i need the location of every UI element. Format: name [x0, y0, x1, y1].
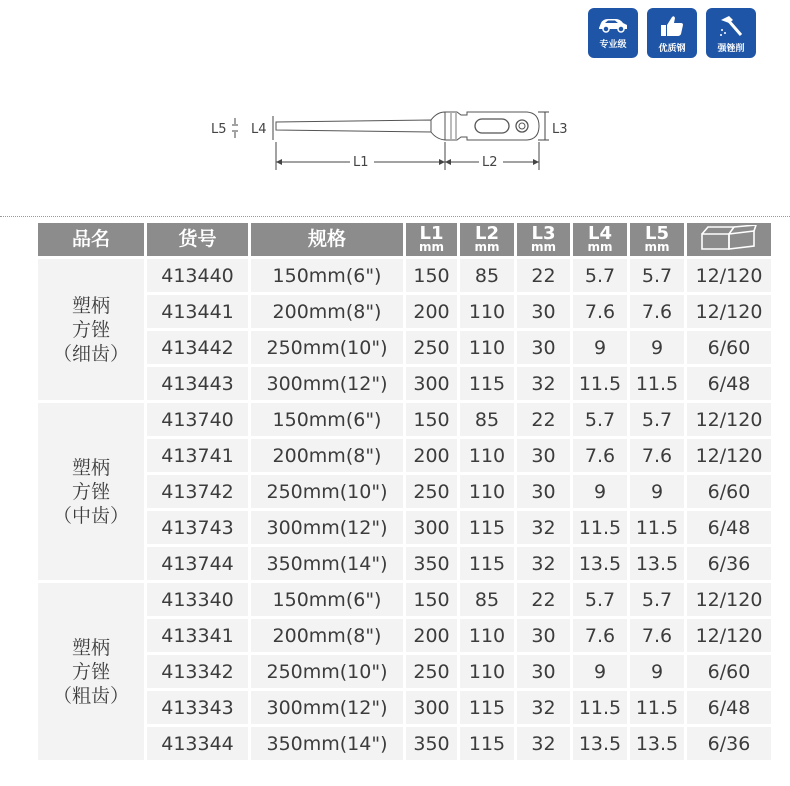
cell-l3: 30 — [517, 655, 570, 688]
header-packing — [687, 223, 771, 256]
cell-item-code: 413442 — [147, 331, 248, 364]
product-group-name — [38, 259, 144, 400]
header-l4-label: L4 — [588, 223, 612, 244]
cell-l4: 5.7 — [573, 583, 627, 616]
cell-item-code: 413740 — [147, 403, 248, 436]
cell-l3: 30 — [517, 619, 570, 652]
cell-l2: 110 — [460, 331, 514, 364]
cell-l2: 110 — [460, 439, 514, 472]
cell-l2: 85 — [460, 259, 514, 292]
cell-packing: 6/60 — [687, 655, 771, 688]
cell-l3: 22 — [517, 403, 570, 436]
cell-l2: 85 — [460, 583, 514, 616]
thumbs-up-icon — [659, 14, 685, 38]
label-l1: L1 — [353, 155, 369, 170]
cell-spec: 150mm(6") — [251, 583, 403, 616]
cell-l5: 7.6 — [630, 619, 684, 652]
cell-packing: 6/36 — [687, 547, 771, 580]
cell-l4: 9 — [573, 475, 627, 508]
cell-packing: 6/48 — [687, 691, 771, 724]
cell-l3: 30 — [517, 295, 570, 328]
cell-l3: 30 — [517, 475, 570, 508]
cell-l1: 300 — [406, 691, 457, 724]
cell-spec: 300mm(12") — [251, 691, 403, 724]
cell-packing: 6/60 — [687, 331, 771, 364]
cell-l1: 250 — [406, 655, 457, 688]
cell-l5: 5.7 — [630, 583, 684, 616]
cell-spec: 350mm(14") — [251, 547, 403, 580]
divider — [0, 216, 790, 217]
cell-spec: 300mm(12") — [251, 511, 403, 544]
cell-l5: 13.5 — [630, 547, 684, 580]
cell-l5: 13.5 — [630, 727, 684, 760]
badge-label: 强锉削 — [717, 44, 745, 54]
cell-item-code: 413744 — [147, 547, 248, 580]
cell-item-code: 413440 — [147, 259, 248, 292]
cell-l3: 30 — [517, 331, 570, 364]
cell-spec: 250mm(10") — [251, 331, 403, 364]
table-row — [38, 439, 771, 472]
cell-item-code: 413441 — [147, 295, 248, 328]
table-row — [38, 619, 771, 652]
cell-l4: 11.5 — [573, 691, 627, 724]
cell-l1: 150 — [406, 259, 457, 292]
product-name-line: 方锉 — [71, 660, 110, 683]
cell-packing: 6/36 — [687, 727, 771, 760]
product-group-name — [38, 583, 144, 760]
cell-l4: 9 — [573, 331, 627, 364]
cell-l5: 9 — [630, 475, 684, 508]
label-l3: L3 — [552, 122, 568, 137]
cell-l5: 7.6 — [630, 295, 684, 328]
product-name-line: 塑柄 — [71, 294, 110, 317]
cell-spec: 350mm(14") — [251, 727, 403, 760]
cell-l2: 115 — [460, 691, 514, 724]
cell-l1: 150 — [406, 583, 457, 616]
cell-spec: 200mm(8") — [251, 619, 403, 652]
header-unit: mm — [644, 240, 670, 254]
cell-l1: 300 — [406, 511, 457, 544]
cell-l2: 110 — [460, 655, 514, 688]
table-body — [38, 259, 771, 760]
cell-spec: 300mm(12") — [251, 367, 403, 400]
cell-l1: 150 — [406, 403, 457, 436]
header-l3-label: L3 — [531, 223, 556, 244]
feature-badges — [588, 8, 756, 58]
badge-professional — [588, 8, 638, 58]
table-row — [38, 583, 771, 616]
cell-item-code: 413742 — [147, 475, 248, 508]
cell-l5: 11.5 — [630, 691, 684, 724]
file-dimension-diagram — [205, 100, 585, 180]
cell-l5: 9 — [630, 331, 684, 364]
cell-l5: 5.7 — [630, 259, 684, 292]
cell-packing: 6/60 — [687, 475, 771, 508]
cell-packing: 12/120 — [687, 619, 771, 652]
header-l3 — [517, 223, 570, 256]
spec-table — [35, 220, 774, 763]
cell-item-code: 413741 — [147, 439, 248, 472]
product-name-line: （细齿） — [52, 342, 129, 365]
cell-spec: 200mm(8") — [251, 439, 403, 472]
cell-l5: 9 — [630, 655, 684, 688]
cell-l4: 5.7 — [573, 259, 627, 292]
product-name-line: （中齿） — [52, 504, 129, 527]
label-l2: L2 — [482, 155, 498, 170]
cell-l3: 32 — [517, 727, 570, 760]
cell-l3: 30 — [517, 439, 570, 472]
cell-l4: 13.5 — [573, 727, 627, 760]
table-row — [38, 691, 771, 724]
cell-packing: 12/120 — [687, 403, 771, 436]
cell-spec: 150mm(6") — [251, 259, 403, 292]
cell-l2: 110 — [460, 619, 514, 652]
cell-l4: 7.6 — [573, 619, 627, 652]
cell-l5: 11.5 — [630, 511, 684, 544]
cell-l2: 115 — [460, 547, 514, 580]
cell-spec: 250mm(10") — [251, 655, 403, 688]
cell-l5: 5.7 — [630, 403, 684, 436]
header-unit: mm — [418, 240, 444, 254]
cell-item-code: 413344 — [147, 727, 248, 760]
file-drawing — [205, 100, 585, 180]
badge-quality-steel — [647, 8, 697, 58]
cell-l1: 200 — [406, 439, 457, 472]
header-product-name: 品名 — [38, 223, 144, 256]
cell-l3: 32 — [517, 691, 570, 724]
cell-l1: 350 — [406, 727, 457, 760]
badge-label: 优质钢 — [658, 44, 686, 54]
table-header-row — [38, 223, 771, 256]
car-icon — [597, 14, 629, 34]
product-group-name — [38, 403, 144, 580]
cell-l2: 115 — [460, 511, 514, 544]
product-name-line: 方锉 — [71, 318, 110, 341]
label-l4: L4 — [251, 122, 267, 137]
cell-l1: 350 — [406, 547, 457, 580]
header-l2 — [460, 223, 514, 256]
header-unit: mm — [474, 240, 500, 254]
cell-l2: 110 — [460, 475, 514, 508]
table-row — [38, 547, 771, 580]
badge-strong-filing — [706, 8, 756, 58]
header-l1 — [406, 223, 457, 256]
product-name-line: 塑柄 — [71, 456, 110, 479]
cell-l4: 11.5 — [573, 511, 627, 544]
cell-l4: 11.5 — [573, 367, 627, 400]
header-l5-label: L5 — [645, 223, 669, 244]
cell-l4: 7.6 — [573, 439, 627, 472]
header-item-code: 货号 — [147, 223, 248, 256]
cell-spec: 150mm(6") — [251, 403, 403, 436]
cell-l4: 9 — [573, 655, 627, 688]
cell-item-code: 413340 — [147, 583, 248, 616]
cell-l4: 7.6 — [573, 295, 627, 328]
table-row — [38, 655, 771, 688]
header-l1-label: L1 — [419, 223, 444, 244]
header-l2-label: L2 — [475, 223, 499, 244]
product-name-line: 塑柄 — [71, 636, 110, 659]
cell-spec: 250mm(10") — [251, 475, 403, 508]
table-row — [38, 475, 771, 508]
table-row — [38, 727, 771, 760]
table-row — [38, 403, 771, 436]
badge-label: 专业级 — [599, 40, 627, 50]
cell-l3: 32 — [517, 511, 570, 544]
cell-l5: 7.6 — [630, 439, 684, 472]
cell-spec: 200mm(8") — [251, 295, 403, 328]
cell-l5: 11.5 — [630, 367, 684, 400]
header-unit: mm — [587, 240, 613, 254]
cell-l1: 300 — [406, 367, 457, 400]
label-l5: L5 — [211, 122, 227, 137]
table-row — [38, 259, 771, 292]
cell-l2: 110 — [460, 295, 514, 328]
cell-packing: 6/48 — [687, 511, 771, 544]
header-l4 — [573, 223, 627, 256]
cell-packing: 12/120 — [687, 583, 771, 616]
cell-item-code: 413743 — [147, 511, 248, 544]
table-row — [38, 331, 771, 364]
table-row — [38, 511, 771, 544]
table-row — [38, 367, 771, 400]
table-row — [38, 295, 771, 328]
cell-item-code: 413443 — [147, 367, 248, 400]
cell-packing: 6/48 — [687, 367, 771, 400]
cell-l3: 22 — [517, 259, 570, 292]
cell-l3: 32 — [517, 547, 570, 580]
cell-l1: 250 — [406, 331, 457, 364]
cell-l3: 22 — [517, 583, 570, 616]
cell-l2: 115 — [460, 727, 514, 760]
cell-l4: 5.7 — [573, 403, 627, 436]
header-l5 — [630, 223, 684, 256]
box-icon — [698, 225, 760, 251]
product-name-line: （粗齿） — [52, 684, 129, 707]
cell-item-code: 413342 — [147, 655, 248, 688]
cell-packing: 12/120 — [687, 439, 771, 472]
cell-l1: 200 — [406, 619, 457, 652]
cell-packing: 12/120 — [687, 295, 771, 328]
cell-l1: 200 — [406, 295, 457, 328]
cell-l2: 85 — [460, 403, 514, 436]
header-unit: mm — [530, 240, 556, 254]
product-name-line: 方锉 — [71, 480, 110, 503]
cell-l3: 32 — [517, 367, 570, 400]
cell-l1: 250 — [406, 475, 457, 508]
hammer-icon — [717, 14, 745, 38]
cell-l4: 13.5 — [573, 547, 627, 580]
cell-item-code: 413341 — [147, 619, 248, 652]
header-spec: 规格 — [251, 223, 403, 256]
cell-item-code: 413343 — [147, 691, 248, 724]
cell-packing: 12/120 — [687, 259, 771, 292]
cell-l2: 115 — [460, 367, 514, 400]
